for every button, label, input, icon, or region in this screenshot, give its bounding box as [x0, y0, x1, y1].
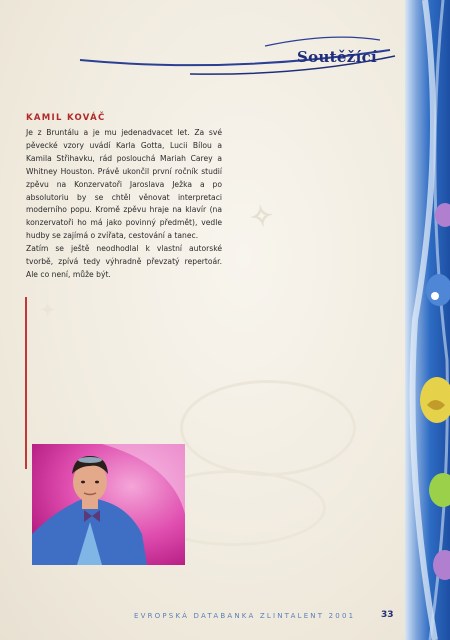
contestant-bio	[26, 127, 222, 282]
background-watermark	[180, 380, 356, 476]
background-watermark: ✦	[40, 300, 56, 321]
footer-publication: EVROPSKÁ DATABANKA ZLINTALENT 2001	[134, 612, 356, 620]
bio-paragraph: Je z Bruntálu a je mu jedenadvacet let. Za své pěvecké vzory uvádí Karla Gotta, Lucii Bílou a Kamila Střihavku, rád poslouchá Mariah Carey a Whitney Houston. Právě ukončil první ročník studií zpěvu na Konzervatoři Jaroslava Ježka a po absolutoriu by se chtěl věnovat interpretaci moderního popu. Kromě zpěvu hraje na klavír (na konzervatoři ho má jako povinný předmět), vedle hudby se zajímá o zvířata, cestování a tanec.	[26, 128, 222, 241]
vertical-accent-rule	[25, 297, 27, 469]
decorative-side-strip	[405, 0, 450, 640]
contestant-photo	[32, 444, 185, 565]
section-header	[260, 30, 405, 80]
section-title: Soutěžící	[297, 48, 377, 66]
background-watermark: ✧	[247, 198, 276, 235]
contestant-name: KAMIL KOVÁČ	[26, 113, 106, 123]
page-number: 33	[381, 610, 394, 620]
easter-egg-decoration	[405, 0, 450, 640]
bio-paragraph: Zatím se ještě neodhodlal k vlastní autorské tvorbě, zpívá tedy výhradně převzatý repertoár. Ale co není, může být.	[26, 244, 222, 279]
portrait-illustration	[32, 444, 185, 565]
